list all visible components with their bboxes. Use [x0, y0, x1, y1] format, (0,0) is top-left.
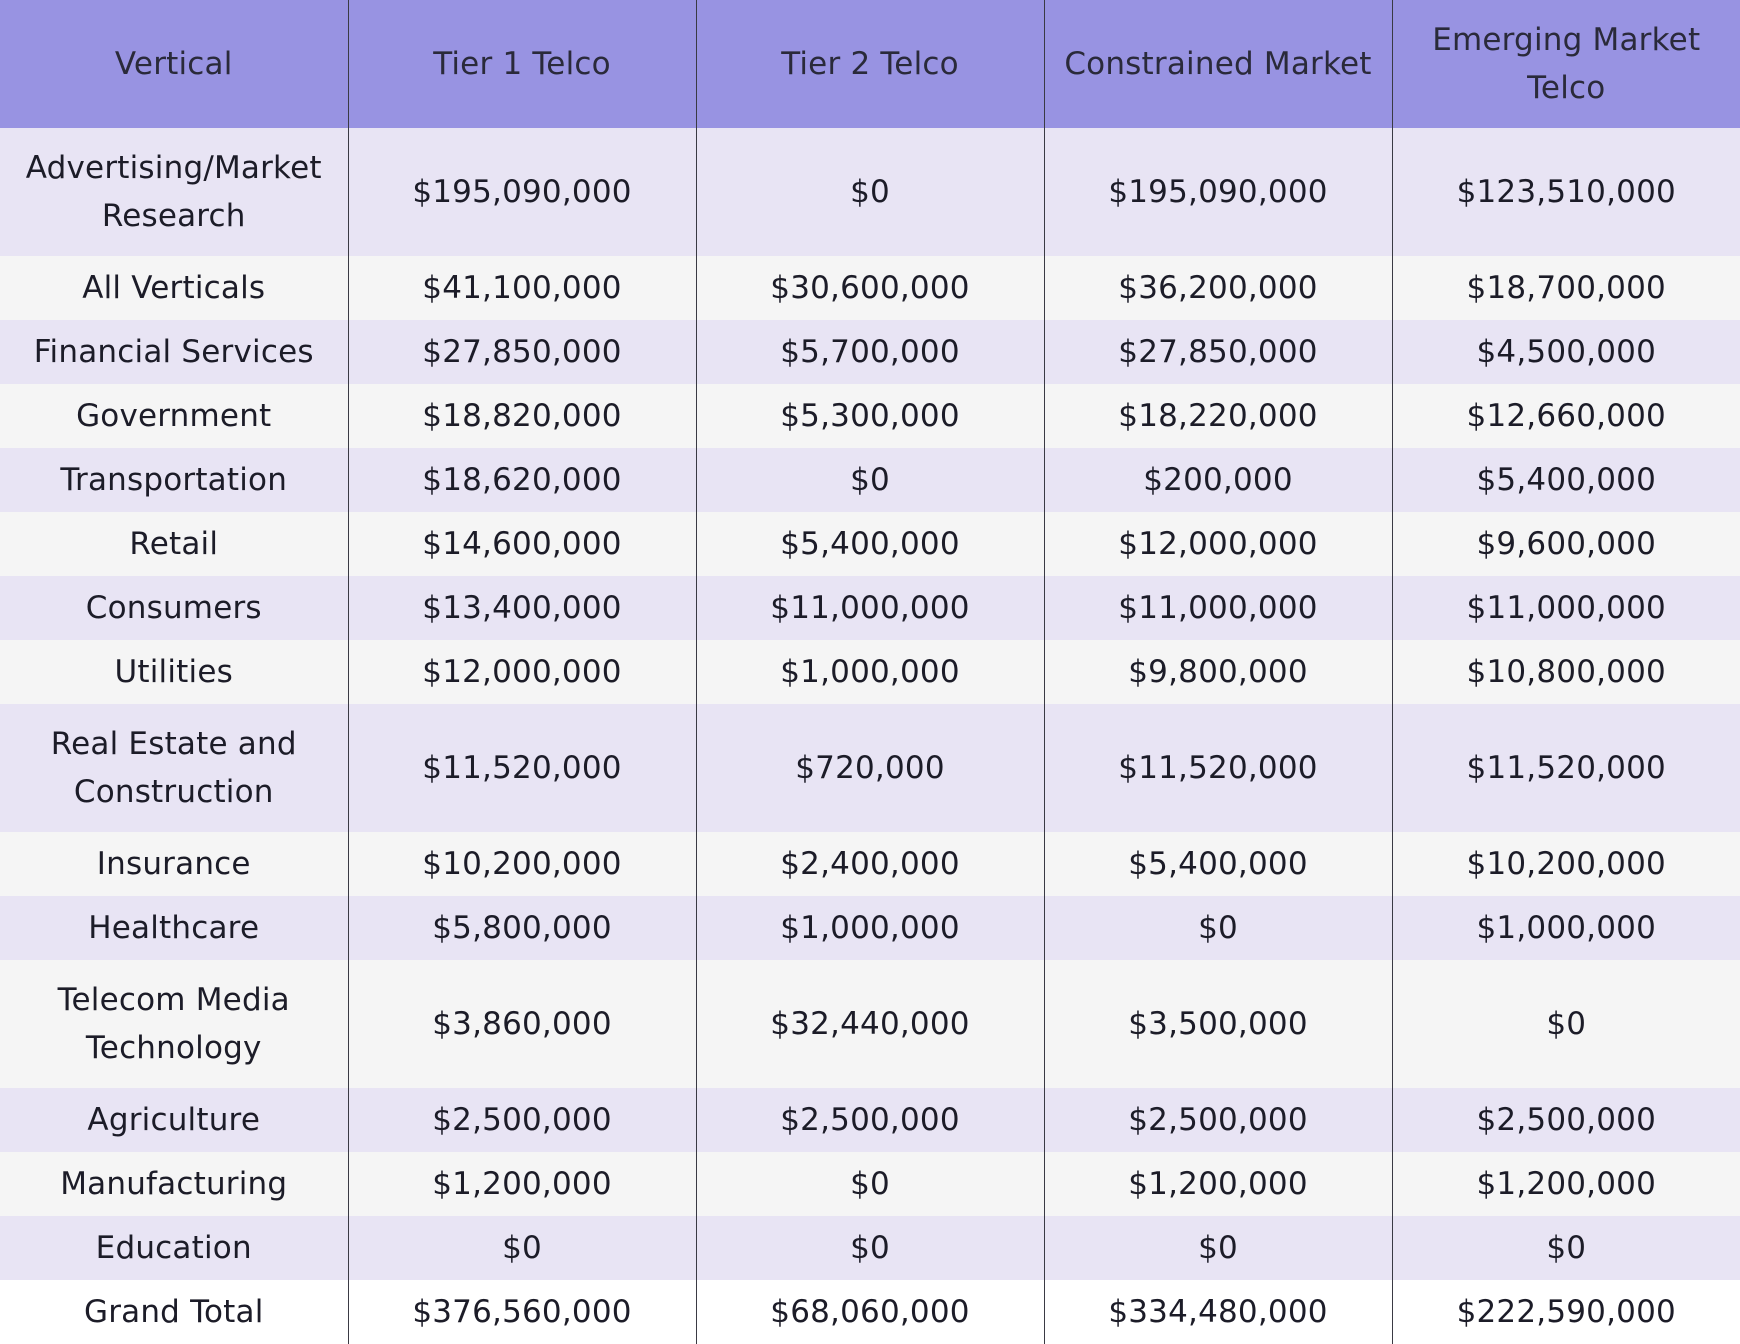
cell-vertical: Healthcare [0, 896, 348, 960]
cell-vertical: Grand Total [0, 1280, 348, 1344]
cell-emerging-market-telco: $18,700,000 [1392, 256, 1740, 320]
header-cell-tier2-telco: Tier 2 Telco [696, 0, 1044, 128]
cell-tier1-telco: $3,860,000 [348, 960, 696, 1088]
cell-tier2-telco: $1,000,000 [696, 896, 1044, 960]
cell-vertical: Real Estate and Construction [0, 704, 348, 832]
cell-tier2-telco: $0 [696, 1152, 1044, 1216]
header-cell-emerging-market-telco: Emerging Market Telco [1392, 0, 1740, 128]
cell-vertical: Retail [0, 512, 348, 576]
cell-constrained-market: $195,090,000 [1044, 128, 1392, 256]
cell-constrained-market: $36,200,000 [1044, 256, 1392, 320]
cell-emerging-market-telco: $11,000,000 [1392, 576, 1740, 640]
table-row [0, 832, 1740, 896]
cell-constrained-market: $2,500,000 [1044, 1088, 1392, 1152]
cell-emerging-market-telco: $2,500,000 [1392, 1088, 1740, 1152]
cell-constrained-market: $27,850,000 [1044, 320, 1392, 384]
cell-vertical: Education [0, 1216, 348, 1280]
cell-tier2-telco: $0 [696, 448, 1044, 512]
table-row [0, 960, 1740, 1088]
cell-tier1-telco: $0 [348, 1216, 696, 1280]
cell-tier2-telco: $11,000,000 [696, 576, 1044, 640]
cell-emerging-market-telco: $1,200,000 [1392, 1152, 1740, 1216]
cell-tier1-telco: $18,620,000 [348, 448, 696, 512]
cell-tier1-telco: $10,200,000 [348, 832, 696, 896]
table-row [0, 640, 1740, 704]
cell-vertical: Transportation [0, 448, 348, 512]
cell-emerging-market-telco: $10,800,000 [1392, 640, 1740, 704]
table-row [0, 1088, 1740, 1152]
cell-tier2-telco: $0 [696, 1216, 1044, 1280]
table-row [0, 1216, 1740, 1280]
cell-vertical: Advertising/Market Research [0, 128, 348, 256]
cell-tier2-telco: $68,060,000 [696, 1280, 1044, 1344]
cell-tier2-telco: $2,500,000 [696, 1088, 1044, 1152]
cell-vertical: Government [0, 384, 348, 448]
cell-vertical: Financial Services [0, 320, 348, 384]
cell-tier2-telco: $5,400,000 [696, 512, 1044, 576]
header-cell-vertical: Vertical [0, 0, 348, 128]
cell-vertical: Telecom Media Technology [0, 960, 348, 1088]
header-cell-constrained-market: Constrained Market [1044, 0, 1392, 128]
cell-constrained-market: $0 [1044, 896, 1392, 960]
cell-tier2-telco: $5,300,000 [696, 384, 1044, 448]
cell-constrained-market: $334,480,000 [1044, 1280, 1392, 1344]
cell-emerging-market-telco: $123,510,000 [1392, 128, 1740, 256]
cell-constrained-market: $12,000,000 [1044, 512, 1392, 576]
cell-emerging-market-telco: $12,660,000 [1392, 384, 1740, 448]
table-row [0, 1152, 1740, 1216]
cell-constrained-market: $5,400,000 [1044, 832, 1392, 896]
cell-tier1-telco: $41,100,000 [348, 256, 696, 320]
cell-tier1-telco: $5,800,000 [348, 896, 696, 960]
cell-emerging-market-telco: $10,200,000 [1392, 832, 1740, 896]
cell-tier1-telco: $12,000,000 [348, 640, 696, 704]
cell-tier1-telco: $2,500,000 [348, 1088, 696, 1152]
table-row [0, 384, 1740, 448]
cell-emerging-market-telco: $0 [1392, 1216, 1740, 1280]
cell-emerging-market-telco: $11,520,000 [1392, 704, 1740, 832]
cell-constrained-market: $1,200,000 [1044, 1152, 1392, 1216]
cell-constrained-market: $11,520,000 [1044, 704, 1392, 832]
table-body [0, 128, 1740, 1344]
table-row [0, 512, 1740, 576]
cell-tier1-telco: $376,560,000 [348, 1280, 696, 1344]
cell-tier2-telco: $2,400,000 [696, 832, 1044, 896]
cell-tier1-telco: $1,200,000 [348, 1152, 696, 1216]
header-cell-tier1-telco: Tier 1 Telco [348, 0, 696, 128]
cell-tier2-telco: $0 [696, 128, 1044, 256]
cell-tier1-telco: $27,850,000 [348, 320, 696, 384]
grand-total-row [0, 1280, 1740, 1344]
table-row [0, 448, 1740, 512]
table-row [0, 320, 1740, 384]
cell-tier1-telco: $195,090,000 [348, 128, 696, 256]
cell-emerging-market-telco: $0 [1392, 960, 1740, 1088]
cell-emerging-market-telco: $9,600,000 [1392, 512, 1740, 576]
cell-tier1-telco: $18,820,000 [348, 384, 696, 448]
table-header [0, 0, 1740, 128]
cell-vertical: Insurance [0, 832, 348, 896]
cell-tier1-telco: $14,600,000 [348, 512, 696, 576]
cell-tier2-telco: $32,440,000 [696, 960, 1044, 1088]
cell-constrained-market: $200,000 [1044, 448, 1392, 512]
table-row [0, 256, 1740, 320]
cell-emerging-market-telco: $1,000,000 [1392, 896, 1740, 960]
cell-constrained-market: $18,220,000 [1044, 384, 1392, 448]
table-row [0, 896, 1740, 960]
cell-vertical: Consumers [0, 576, 348, 640]
cell-constrained-market: $0 [1044, 1216, 1392, 1280]
cell-tier1-telco: $11,520,000 [348, 704, 696, 832]
cell-tier1-telco: $13,400,000 [348, 576, 696, 640]
header-row [0, 0, 1740, 128]
cell-vertical: Utilities [0, 640, 348, 704]
cell-emerging-market-telco: $222,590,000 [1392, 1280, 1740, 1344]
table-row [0, 128, 1740, 256]
table-row [0, 576, 1740, 640]
cell-vertical: Agriculture [0, 1088, 348, 1152]
cell-vertical: Manufacturing [0, 1152, 348, 1216]
cell-constrained-market: $9,800,000 [1044, 640, 1392, 704]
cell-tier2-telco: $30,600,000 [696, 256, 1044, 320]
cell-constrained-market: $3,500,000 [1044, 960, 1392, 1088]
cell-emerging-market-telco: $5,400,000 [1392, 448, 1740, 512]
cell-tier2-telco: $5,700,000 [696, 320, 1044, 384]
cell-tier2-telco: $1,000,000 [696, 640, 1044, 704]
cell-constrained-market: $11,000,000 [1044, 576, 1392, 640]
cell-vertical: All Verticals [0, 256, 348, 320]
cell-emerging-market-telco: $4,500,000 [1392, 320, 1740, 384]
cell-tier2-telco: $720,000 [696, 704, 1044, 832]
table-row [0, 704, 1740, 832]
